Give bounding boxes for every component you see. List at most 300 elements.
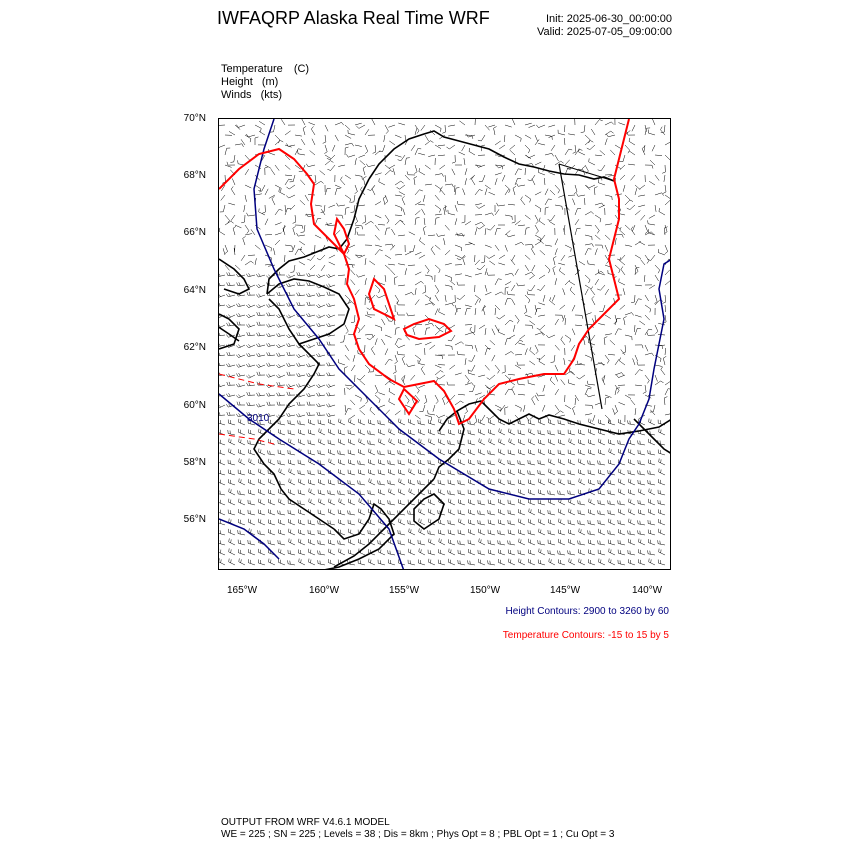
wind-barb [465,305,472,307]
wind-barb [605,245,608,251]
wind-barb [455,373,462,375]
wind-barb [223,248,225,255]
wind-barb [231,215,235,221]
wind-barb [468,483,475,485]
wind-barb [529,512,535,515]
wind-barb [495,308,496,315]
wind-barb [565,280,570,285]
wind-barb [665,305,666,312]
wind-barb [598,423,605,425]
wind-barb-flag [511,352,514,354]
wind-barb-flag [248,324,250,327]
wind-barb [558,563,565,565]
wind-barb [649,181,655,185]
wind-barb [475,222,481,225]
wind-barb [615,145,621,149]
wind-barb [578,473,585,475]
wind-barb [281,119,285,125]
wind-barb [538,493,545,495]
wind-barb [559,522,565,525]
wind-barb-flag [439,270,441,273]
wind-barb [219,482,225,485]
wind-barb [439,312,445,315]
wind-barb [268,533,275,535]
wind-barb-flag [470,561,471,565]
wind-barb [548,125,555,127]
wind-barb-flag [397,351,398,354]
wind-barb [489,492,495,495]
wind-barb [458,553,465,555]
wind-barb-flag [249,402,250,405]
wind-barb [308,443,315,445]
wind-barb [518,394,525,395]
wind-barb [228,483,235,485]
wind-barb [509,472,516,475]
wind-barb [449,562,456,565]
wind-barb-flag [249,383,251,386]
wind-barb [555,239,558,245]
wind-barb [603,375,605,382]
wind-barb [435,185,441,189]
wind-barb-flag [618,500,619,503]
wind-barb [508,483,515,485]
wind-barb-flag [432,323,434,326]
wind-barb [525,272,531,275]
wind-barb-flag [526,155,528,158]
wind-barb-flag [670,200,671,202]
wind-barb [645,375,649,381]
wind-barb [648,224,655,225]
wind-barb [435,218,436,225]
wind-barb [385,335,392,338]
wind-barb-flag [299,302,300,305]
wind-barb [448,135,455,136]
wind-barb [495,141,501,145]
wind-barb-flag [517,283,519,286]
wind-barb-flag [289,363,291,366]
wind-barb-flag [258,294,260,297]
wind-barb [365,258,366,265]
wind-barb [425,295,431,299]
wind-barb [379,295,385,298]
wind-barb [644,145,645,152]
wind-barb [338,454,345,455]
wind-barb-flag [340,451,341,455]
wind-barb-flag [406,364,408,367]
wind-barb [259,121,265,125]
wind-barb-flag [326,404,328,407]
wind-barb [305,215,312,216]
wind-barb [519,522,525,525]
wind-barb-flag [591,287,593,290]
wind-barb [495,178,497,185]
wind-barb-flag [248,344,250,347]
wind-barb [518,473,525,475]
wind-barb [259,305,265,308]
wind-barb [570,290,575,295]
wind-barb [458,493,465,495]
wind-barb [248,365,255,367]
wind-barb [569,442,575,445]
wind-barb-flag [265,167,268,168]
wind-barb-flag [650,551,651,555]
wind-barb [318,395,325,396]
wind-barb-flag [299,282,300,285]
wind-barb-flag [307,283,308,286]
wind-barb [618,563,625,565]
wind-barb [649,492,655,495]
wind-barb [585,235,592,237]
wind-barb [531,175,535,181]
wind-barb [358,275,365,277]
field-name: Winds [221,89,252,101]
wind-barb [385,195,388,201]
wind-barb-flag [236,384,238,387]
wind-barb [428,155,435,157]
wind-barb [532,265,535,271]
wind-barb-flag [278,374,280,377]
wind-barb [229,305,235,308]
wind-barb [525,255,530,260]
wind-barb [623,288,625,295]
wind-barb [340,180,345,185]
wind-barb-flag [356,126,359,128]
wind-barb [335,230,340,235]
wind-barb [578,544,585,545]
wind-barb [448,473,455,475]
wind-barb [498,263,505,265]
wind-barb-flag [280,481,281,485]
wind-barb-flag [324,152,327,154]
wind-barb [515,169,518,175]
wind-barb [469,453,476,456]
wind-barb [338,205,345,206]
wind-barb [512,255,515,261]
wind-barb [458,444,465,445]
wind-barb [359,522,365,525]
wind-barb [638,504,645,506]
wind-barb-flag [227,162,228,165]
wind-barb [368,165,375,167]
wind-barb [505,298,507,305]
wind-barb [348,564,355,565]
wind-barb-flag [319,428,320,432]
wind-barb [529,432,535,435]
wind-barb-flag [630,421,631,424]
wind-barb [628,493,635,495]
wind-barb [645,329,649,335]
wind-barb [468,474,475,475]
wind-barb [633,358,635,365]
wind-barb [449,325,455,329]
wind-barb [528,453,535,455]
wind-barb [621,269,625,275]
wind-barb [438,523,445,525]
wind-barb [278,544,285,546]
wind-barb [558,453,565,455]
wind-barb-flag [638,530,639,533]
wind-barb-flag [437,291,439,294]
wind-barb [454,185,455,192]
wind-barb [568,554,575,555]
wind-barb-flag [338,490,339,494]
wind-barb-flag [550,297,551,300]
wind-barb-flag [470,327,472,330]
wind-barb-flag [561,337,563,340]
wind-barb [255,185,261,189]
wind-barb [598,464,605,465]
wind-barb [505,245,508,252]
wind-barb [345,208,346,215]
wind-barb [535,135,538,141]
wind-barb-flag [638,440,639,443]
wind-barb-flag [326,414,328,417]
wind-barb [578,553,585,555]
wind-barb [305,195,309,201]
wind-barb [578,504,585,505]
wind-barb-flag [236,373,238,376]
wind-barb [385,380,390,385]
wind-barb [631,400,635,405]
wind-barb-flag [466,134,468,137]
wind-barb [429,442,435,445]
wind-barb-flag [530,471,531,475]
wind-barb [285,245,292,246]
wind-barb [278,424,285,425]
wind-barb-flag [328,274,330,277]
wind-barb [278,523,285,525]
wind-barb [555,405,559,411]
wind-barb [579,562,585,565]
wind-barb [398,473,405,475]
wind-barb [658,323,665,325]
wind-barb-flag [329,373,331,376]
wind-barb [429,502,436,505]
wind-barb [448,213,455,215]
wind-barb-flag [229,323,231,326]
wind-barb [438,434,445,436]
wind-barb-flag [581,560,582,564]
wind-barb [219,145,225,148]
wind-barb-flag [599,120,602,121]
wind-barb-flag [439,308,440,312]
wind-barb [455,188,456,195]
wind-barb [595,279,599,285]
wind-barb [415,343,422,345]
wind-barb [328,494,335,495]
wind-barb [299,562,305,565]
wind-barb [268,295,275,296]
wind-barb [338,363,345,365]
wind-barb [349,415,355,419]
wind-barb-flag [339,498,340,502]
wind-barb-flag [337,203,339,206]
wind-barb [298,533,305,535]
wind-barb [608,494,615,496]
wind-barb [269,562,275,565]
canada-border-n [559,164,614,181]
wind-barb-flag [390,501,391,505]
wind-barb [449,365,455,369]
wind-barb [399,192,405,195]
wind-barb [425,395,427,402]
wind-barb [368,444,375,445]
wind-barb [638,453,645,455]
wind-barb [588,264,595,265]
wind-barb [298,415,305,417]
wind-barb [665,389,668,395]
wind-barb [229,542,235,545]
wind-barb-flag [260,189,261,192]
wind-barb-flag [268,304,270,307]
wind-barb [238,315,245,317]
wind-barb [555,185,560,190]
wind-barb [658,563,665,565]
wind-barb [648,543,655,545]
wind-barb [435,371,440,376]
map-canvas [219,119,671,570]
wind-barb [539,482,545,485]
wind-barb [638,524,645,525]
wind-barb [591,335,595,341]
wind-barb [510,145,515,150]
wind-barb [638,553,645,555]
wind-barb [555,205,562,206]
wind-barb-flag [398,160,401,161]
wind-barb-flag [299,332,300,335]
wind-barb-flag [517,362,518,365]
wind-barb [595,225,599,231]
wind-barb [609,562,615,565]
wind-barb [365,365,370,370]
wind-barb [385,305,388,312]
wind-barb-flag [277,393,279,396]
wind-barb-flag [604,337,607,339]
wind-barb [351,365,355,371]
wind-barb-flag [309,488,310,492]
wind-barb [268,395,275,396]
wind-barb [348,155,355,157]
wind-barb [423,405,425,412]
field-name: Temperature [221,63,283,75]
wind-barb [550,380,555,385]
wind-barb [569,543,576,546]
wind-barb [465,345,472,346]
wind-barb [258,513,265,515]
wind-barb [595,155,602,156]
wind-barb [485,185,491,189]
wind-barb-flag [290,561,291,565]
wind-barb-flag [279,333,281,336]
wind-barb [499,442,505,445]
wind-barb [398,123,405,125]
wind-barb [455,401,461,405]
wind-barb [298,335,305,336]
wind-barb [555,278,557,285]
wind-barb-flag [528,470,529,474]
wind-barb [601,165,605,171]
wind-barb-flag [266,375,268,378]
wind-barb [489,192,495,195]
wind-barb-flag [219,273,220,276]
wind-barb [378,424,385,425]
wind-barb [245,225,249,231]
wind-barb [389,141,395,145]
wind-barb [659,462,665,465]
wind-barb [348,553,355,555]
wind-barb-flag [309,282,310,285]
wind-barb [293,228,295,235]
wind-barb [629,482,635,485]
lon-label: 145°W [550,585,581,596]
wind-barb-flag [492,213,494,216]
wind-barb [255,125,261,128]
wind-barb-flag [367,338,370,340]
wind-barb [435,125,441,128]
wind-barb [219,533,225,535]
wind-barb [372,119,375,125]
wind-barb [241,139,245,145]
wind-barb-flag [321,181,324,183]
wind-barb [244,205,245,212]
wind-barb-flag [306,214,308,217]
wind-barb [664,175,665,182]
wind-barb [435,205,441,209]
wind-barb [565,160,570,165]
wind-barb [228,285,235,286]
wind-barb-flag [517,321,519,324]
wind-barb [318,554,325,555]
wind-barb [385,228,387,235]
wind-barb [635,188,637,195]
wind-barb [278,533,285,535]
wind-barb [469,242,475,245]
wind-barb-flag [289,283,291,286]
wind-barb-flag [239,303,241,306]
wind-barb-flag [452,302,455,303]
wind-barb [258,335,265,336]
wind-barb-flag [501,292,503,294]
wind-barb [223,205,225,212]
wind-barb-flag [436,233,438,236]
wind-barb [519,443,526,446]
wind-barb [588,553,595,555]
wind-barb [388,264,395,265]
wind-barb [575,325,582,326]
wind-barb-flag [601,271,604,273]
wind-barb [238,543,245,545]
wind-barb-flag [665,252,668,254]
wind-barb-flag [316,286,318,289]
wind-barb [239,482,245,485]
wind-barb-flag [597,289,600,290]
wind-barb [549,442,556,445]
wind-barb-flag [472,383,474,386]
wind-barb [595,120,599,125]
wind-barb [545,245,552,246]
wind-barb-flag [246,376,249,379]
wind-barb [539,532,545,535]
wind-barb [485,213,492,215]
wind-barb-flag [417,391,419,394]
wind-barb [655,175,659,181]
wind-barb [508,374,515,375]
wind-barb-flag [440,371,443,373]
wind-barb [255,245,260,250]
wind-barb-flag [297,402,298,405]
wind-barb [525,195,531,199]
wind-barb [452,169,455,175]
